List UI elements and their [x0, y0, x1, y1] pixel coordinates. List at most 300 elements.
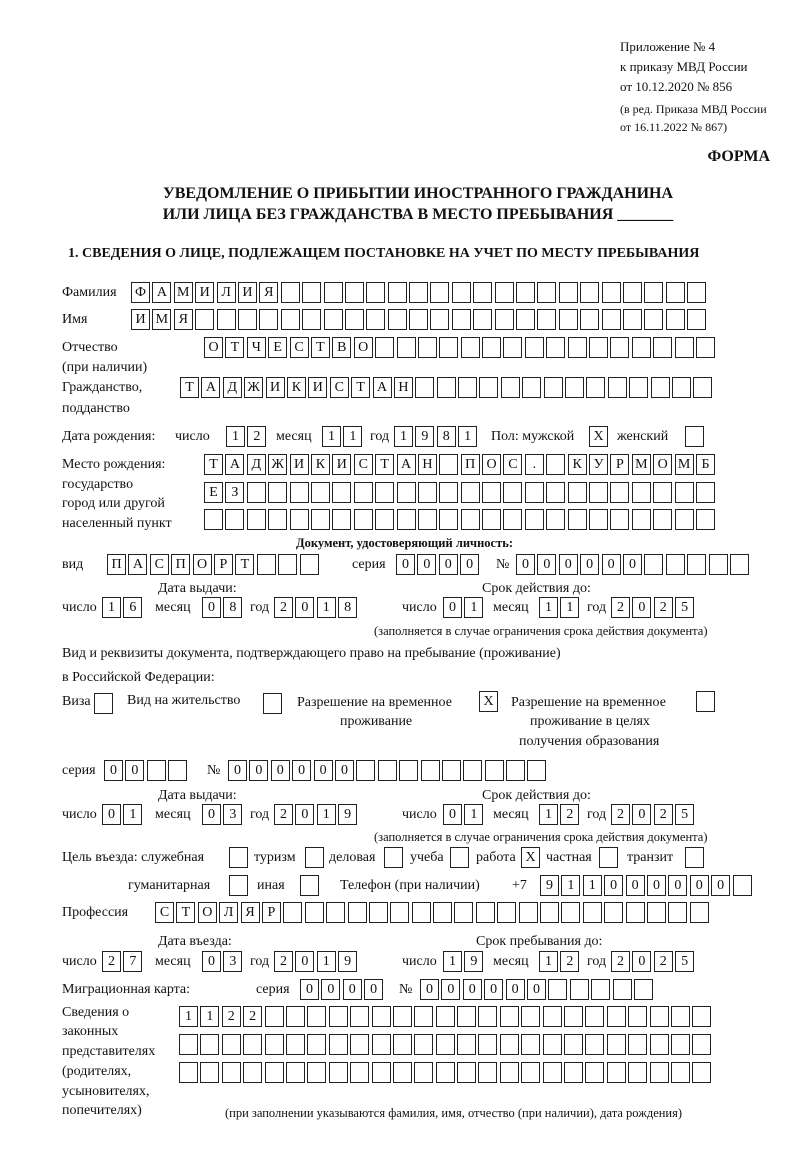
char-box[interactable]: 0	[516, 554, 535, 575]
char-box[interactable]: О	[198, 902, 217, 923]
char-box[interactable]	[418, 337, 437, 358]
doc-series-field[interactable]	[396, 554, 482, 576]
char-box[interactable]: 0	[460, 554, 479, 575]
name-field[interactable]	[131, 309, 709, 331]
char-box[interactable]: 2	[654, 597, 673, 618]
char-box[interactable]: 9	[338, 951, 357, 972]
char-box[interactable]	[437, 377, 456, 398]
char-box[interactable]	[482, 482, 501, 503]
char-box[interactable]	[305, 847, 324, 868]
char-box[interactable]: .	[525, 454, 544, 475]
char-box[interactable]: 2	[654, 804, 673, 825]
char-box[interactable]	[495, 282, 514, 303]
char-box[interactable]: 0	[417, 554, 436, 575]
char-box[interactable]: 0	[711, 875, 730, 896]
char-box[interactable]	[350, 1034, 369, 1055]
purpose-other-checkbox[interactable]	[300, 875, 321, 897]
char-box[interactable]	[414, 1006, 433, 1027]
char-box[interactable]	[476, 902, 495, 923]
char-box[interactable]: С	[155, 902, 174, 923]
char-box[interactable]	[286, 1034, 305, 1055]
char-box[interactable]	[290, 482, 309, 503]
doc-issue-day-field[interactable]	[102, 597, 145, 619]
char-box[interactable]	[372, 1006, 391, 1027]
char-box[interactable]	[696, 691, 715, 712]
char-box[interactable]: 0	[420, 979, 439, 1000]
char-box[interactable]	[500, 1034, 519, 1055]
char-box[interactable]	[300, 875, 319, 896]
char-box[interactable]	[692, 1062, 711, 1083]
char-box[interactable]	[286, 1006, 305, 1027]
char-box[interactable]	[243, 1062, 262, 1083]
char-box[interactable]	[564, 1062, 583, 1083]
char-box[interactable]	[644, 554, 663, 575]
char-box[interactable]: 0	[626, 875, 645, 896]
entry-month-field[interactable]	[202, 951, 245, 973]
char-box[interactable]	[461, 482, 480, 503]
char-box[interactable]	[613, 979, 632, 1000]
char-box[interactable]	[546, 482, 565, 503]
char-box[interactable]	[326, 902, 345, 923]
char-box[interactable]	[685, 847, 704, 868]
char-box[interactable]	[610, 482, 629, 503]
right-issue-day-field[interactable]	[102, 804, 145, 826]
char-box[interactable]	[397, 337, 416, 358]
char-box[interactable]: 1	[561, 875, 580, 896]
char-box[interactable]	[537, 309, 556, 330]
char-box[interactable]	[450, 847, 469, 868]
char-box[interactable]	[506, 760, 525, 781]
purpose-tourism-checkbox[interactable]	[305, 847, 326, 869]
char-box[interactable]	[372, 1034, 391, 1055]
char-box[interactable]: К	[287, 377, 306, 398]
char-box[interactable]	[265, 1062, 284, 1083]
char-box[interactable]	[653, 509, 672, 530]
char-box[interactable]	[366, 309, 385, 330]
char-box[interactable]	[436, 1034, 455, 1055]
char-box[interactable]: 0	[292, 760, 311, 781]
doc-number-field[interactable]	[516, 554, 751, 576]
char-box[interactable]	[415, 377, 434, 398]
char-box[interactable]	[666, 554, 685, 575]
char-box[interactable]: 0	[632, 951, 651, 972]
birth-month-field[interactable]	[322, 426, 365, 448]
char-box[interactable]	[672, 377, 691, 398]
char-box[interactable]	[690, 902, 709, 923]
doc-valid-month-field[interactable]	[539, 597, 582, 619]
char-box[interactable]	[570, 979, 589, 1000]
char-box[interactable]	[286, 1062, 305, 1083]
char-box[interactable]	[527, 760, 546, 781]
profession-field[interactable]	[155, 902, 711, 924]
char-box[interactable]	[329, 1062, 348, 1083]
char-box[interactable]: М	[632, 454, 651, 475]
char-box[interactable]	[302, 282, 321, 303]
char-box[interactable]	[168, 760, 187, 781]
char-box[interactable]	[671, 1006, 690, 1027]
char-box[interactable]	[497, 902, 516, 923]
char-box[interactable]: 0	[647, 875, 666, 896]
char-box[interactable]: 0	[321, 979, 340, 1000]
char-box[interactable]: Т	[311, 337, 330, 358]
char-box[interactable]	[372, 1062, 391, 1083]
char-box[interactable]	[482, 337, 501, 358]
char-box[interactable]: О	[193, 554, 212, 575]
char-box[interactable]	[354, 482, 373, 503]
char-box[interactable]	[559, 282, 578, 303]
char-box[interactable]	[548, 979, 567, 1000]
char-box[interactable]	[503, 509, 522, 530]
purpose-work-checkbox[interactable]	[521, 847, 542, 869]
char-box[interactable]	[632, 337, 651, 358]
char-box[interactable]	[179, 1034, 198, 1055]
char-box[interactable]: 1	[317, 804, 336, 825]
char-box[interactable]: 2	[274, 804, 293, 825]
char-box[interactable]	[500, 1062, 519, 1083]
char-box[interactable]	[473, 309, 492, 330]
char-box[interactable]	[263, 693, 282, 714]
char-box[interactable]	[585, 1006, 604, 1027]
char-box[interactable]	[546, 509, 565, 530]
char-box[interactable]: 1	[464, 597, 483, 618]
char-box[interactable]: С	[503, 454, 522, 475]
char-box[interactable]	[696, 482, 715, 503]
char-box[interactable]: 0	[249, 760, 268, 781]
char-box[interactable]: 1	[539, 804, 558, 825]
char-box[interactable]: А	[201, 377, 220, 398]
char-box[interactable]	[257, 554, 276, 575]
char-box[interactable]	[217, 309, 236, 330]
purpose-transit-checkbox[interactable]	[685, 847, 706, 869]
char-box[interactable]	[452, 282, 471, 303]
char-box[interactable]	[281, 309, 300, 330]
char-box[interactable]	[311, 509, 330, 530]
char-box[interactable]	[671, 1062, 690, 1083]
char-box[interactable]: И	[308, 377, 327, 398]
char-box[interactable]	[278, 554, 297, 575]
char-box[interactable]: 2	[274, 597, 293, 618]
char-box[interactable]: 0	[484, 979, 503, 1000]
char-box[interactable]: 0	[668, 875, 687, 896]
char-box[interactable]	[457, 1062, 476, 1083]
purpose-study-checkbox[interactable]	[450, 847, 471, 869]
char-box[interactable]: 0	[602, 554, 621, 575]
char-box[interactable]: 0	[527, 979, 546, 1000]
char-box[interactable]: Д	[247, 454, 266, 475]
char-box[interactable]: А	[373, 377, 392, 398]
trp-edu-checkbox[interactable]	[696, 691, 717, 713]
char-box[interactable]	[399, 760, 418, 781]
char-box[interactable]	[457, 1006, 476, 1027]
char-box[interactable]: 1	[123, 804, 142, 825]
char-box[interactable]	[463, 760, 482, 781]
char-box[interactable]	[610, 509, 629, 530]
char-box[interactable]	[332, 482, 351, 503]
char-box[interactable]	[461, 337, 480, 358]
char-box[interactable]: 0	[343, 979, 362, 1000]
char-box[interactable]	[516, 309, 535, 330]
char-box[interactable]: И	[332, 454, 351, 475]
char-box[interactable]	[345, 309, 364, 330]
char-box[interactable]	[478, 1034, 497, 1055]
char-box[interactable]	[222, 1062, 241, 1083]
char-box[interactable]: 0	[604, 875, 623, 896]
char-box[interactable]: 2	[560, 951, 579, 972]
purpose-business-checkbox[interactable]	[384, 847, 405, 869]
char-box[interactable]	[495, 309, 514, 330]
sex-female-checkbox[interactable]	[685, 426, 706, 448]
char-box[interactable]: Т	[204, 454, 223, 475]
right-issue-year-field[interactable]	[274, 804, 360, 826]
char-box[interactable]: 2	[274, 951, 293, 972]
char-box[interactable]: 1	[458, 426, 477, 447]
right-issue-month-field[interactable]	[202, 804, 245, 826]
char-box[interactable]	[521, 1062, 540, 1083]
char-box[interactable]	[436, 1062, 455, 1083]
char-box[interactable]	[281, 282, 300, 303]
char-box[interactable]: З	[225, 482, 244, 503]
birth-place-row-1[interactable]	[204, 454, 717, 476]
char-box[interactable]	[543, 1006, 562, 1027]
char-box[interactable]: 0	[443, 597, 462, 618]
char-box[interactable]: Ж	[244, 377, 263, 398]
char-box[interactable]: Я	[241, 902, 260, 923]
char-box[interactable]: А	[152, 282, 171, 303]
right-valid-day-field[interactable]	[443, 804, 486, 826]
char-box[interactable]	[644, 282, 663, 303]
char-box[interactable]	[204, 509, 223, 530]
char-box[interactable]	[473, 282, 492, 303]
char-box[interactable]	[393, 1034, 412, 1055]
residence-checkbox[interactable]	[263, 693, 284, 715]
char-box[interactable]	[589, 337, 608, 358]
char-box[interactable]	[375, 337, 394, 358]
char-box[interactable]	[607, 1062, 626, 1083]
phone-field[interactable]	[540, 875, 754, 897]
char-box[interactable]	[300, 554, 319, 575]
char-box[interactable]: С	[330, 377, 349, 398]
char-box[interactable]: 3	[223, 951, 242, 972]
char-box[interactable]	[525, 482, 544, 503]
char-box[interactable]	[147, 760, 166, 781]
char-box[interactable]	[675, 482, 694, 503]
char-box[interactable]: 2	[611, 804, 630, 825]
char-box[interactable]: 1	[539, 597, 558, 618]
char-box[interactable]	[268, 482, 287, 503]
char-box[interactable]	[439, 454, 458, 475]
char-box[interactable]: К	[311, 454, 330, 475]
char-box[interactable]: Ж	[268, 454, 287, 475]
char-box[interactable]	[302, 309, 321, 330]
char-box[interactable]	[384, 847, 403, 868]
char-box[interactable]: Я	[174, 309, 193, 330]
char-box[interactable]	[418, 509, 437, 530]
char-box[interactable]: 0	[537, 554, 556, 575]
char-box[interactable]	[564, 1006, 583, 1027]
char-box[interactable]	[397, 482, 416, 503]
right-valid-month-field[interactable]	[539, 804, 582, 826]
char-box[interactable]	[733, 875, 752, 896]
char-box[interactable]: 1	[539, 951, 558, 972]
char-box[interactable]	[430, 282, 449, 303]
char-box[interactable]: С	[354, 454, 373, 475]
char-box[interactable]	[229, 875, 248, 896]
char-box[interactable]	[585, 1034, 604, 1055]
char-box[interactable]: 9	[415, 426, 434, 447]
char-box[interactable]	[307, 1062, 326, 1083]
char-box[interactable]: 2	[611, 597, 630, 618]
char-box[interactable]	[179, 1062, 198, 1083]
char-box[interactable]	[290, 509, 309, 530]
char-box[interactable]: Т	[235, 554, 254, 575]
char-box[interactable]	[478, 1006, 497, 1027]
char-box[interactable]	[599, 847, 618, 868]
char-box[interactable]	[369, 902, 388, 923]
char-box[interactable]: Ф	[131, 282, 150, 303]
char-box[interactable]	[390, 902, 409, 923]
char-box[interactable]: 3	[223, 804, 242, 825]
char-box[interactable]: 1	[443, 951, 462, 972]
char-box[interactable]	[222, 1034, 241, 1055]
char-box[interactable]	[238, 309, 257, 330]
char-box[interactable]: 0	[295, 951, 314, 972]
char-box[interactable]: 0	[690, 875, 709, 896]
char-box[interactable]: Р	[214, 554, 233, 575]
char-box[interactable]: М	[152, 309, 171, 330]
char-box[interactable]	[375, 509, 394, 530]
patronymic-field[interactable]	[204, 337, 717, 359]
birth-place-row-2[interactable]	[204, 482, 717, 504]
char-box[interactable]	[356, 760, 375, 781]
char-box[interactable]	[307, 1006, 326, 1027]
char-box[interactable]	[324, 282, 343, 303]
char-box[interactable]	[388, 309, 407, 330]
char-box[interactable]	[265, 1034, 284, 1055]
char-box[interactable]: 0	[632, 804, 651, 825]
char-box[interactable]: Р	[610, 454, 629, 475]
char-box[interactable]: 0	[443, 804, 462, 825]
char-box[interactable]: X	[521, 847, 540, 868]
char-box[interactable]	[692, 1034, 711, 1055]
right-number-field[interactable]	[228, 760, 549, 782]
char-box[interactable]: Т	[225, 337, 244, 358]
char-box[interactable]	[329, 1006, 348, 1027]
char-box[interactable]	[200, 1034, 219, 1055]
char-box[interactable]: С	[150, 554, 169, 575]
char-box[interactable]	[585, 1062, 604, 1083]
char-box[interactable]: 1	[102, 597, 121, 618]
char-box[interactable]: И	[290, 454, 309, 475]
char-box[interactable]: 0	[463, 979, 482, 1000]
char-box[interactable]	[94, 693, 113, 714]
char-box[interactable]	[454, 902, 473, 923]
entry-day-field[interactable]	[102, 951, 145, 973]
char-box[interactable]	[332, 509, 351, 530]
char-box[interactable]: 7	[123, 951, 142, 972]
char-box[interactable]	[608, 377, 627, 398]
reps-row-1[interactable]	[179, 1006, 714, 1028]
char-box[interactable]	[580, 309, 599, 330]
char-box[interactable]	[568, 337, 587, 358]
char-box[interactable]	[479, 377, 498, 398]
char-box[interactable]: М	[675, 454, 694, 475]
stay-month-field[interactable]	[539, 951, 582, 973]
char-box[interactable]: 0	[314, 760, 333, 781]
char-box[interactable]	[409, 282, 428, 303]
reps-row-2[interactable]	[179, 1034, 714, 1056]
stay-day-field[interactable]	[443, 951, 486, 973]
char-box[interactable]	[730, 554, 749, 575]
char-box[interactable]	[602, 309, 621, 330]
char-box[interactable]: А	[225, 454, 244, 475]
char-box[interactable]	[692, 1006, 711, 1027]
purpose-humanitarian-checkbox[interactable]	[229, 875, 250, 897]
char-box[interactable]	[452, 309, 471, 330]
char-box[interactable]: 0	[295, 804, 314, 825]
char-box[interactable]: Л	[219, 902, 238, 923]
char-box[interactable]: К	[568, 454, 587, 475]
char-box[interactable]: 0	[580, 554, 599, 575]
char-box[interactable]	[311, 482, 330, 503]
char-box[interactable]	[265, 1006, 284, 1027]
char-box[interactable]: И	[238, 282, 257, 303]
char-box[interactable]	[200, 1062, 219, 1083]
char-box[interactable]: 0	[300, 979, 319, 1000]
char-box[interactable]: Р	[262, 902, 281, 923]
char-box[interactable]: И	[195, 282, 214, 303]
char-box[interactable]: 0	[228, 760, 247, 781]
char-box[interactable]	[354, 509, 373, 530]
char-box[interactable]: А	[397, 454, 416, 475]
char-box[interactable]	[485, 760, 504, 781]
char-box[interactable]	[543, 1062, 562, 1083]
char-box[interactable]	[546, 337, 565, 358]
char-box[interactable]	[457, 1034, 476, 1055]
char-box[interactable]	[500, 1006, 519, 1027]
char-box[interactable]: У	[589, 454, 608, 475]
char-box[interactable]	[305, 902, 324, 923]
char-box[interactable]	[591, 979, 610, 1000]
char-box[interactable]	[421, 760, 440, 781]
char-box[interactable]: 5	[675, 804, 694, 825]
char-box[interactable]	[247, 509, 266, 530]
doc-valid-day-field[interactable]	[443, 597, 486, 619]
char-box[interactable]	[564, 1034, 583, 1055]
char-box[interactable]	[632, 509, 651, 530]
char-box[interactable]: 1	[179, 1006, 198, 1027]
char-box[interactable]: 2	[611, 951, 630, 972]
char-box[interactable]: О	[482, 454, 501, 475]
char-box[interactable]	[543, 1034, 562, 1055]
char-box[interactable]	[589, 482, 608, 503]
char-box[interactable]	[693, 377, 712, 398]
char-box[interactable]	[195, 309, 214, 330]
char-box[interactable]: 0	[506, 979, 525, 1000]
char-box[interactable]: 0	[396, 554, 415, 575]
birth-day-field[interactable]	[226, 426, 269, 448]
char-box[interactable]: 9	[338, 804, 357, 825]
reps-row-3[interactable]	[179, 1062, 714, 1084]
char-box[interactable]	[546, 454, 565, 475]
char-box[interactable]: 0	[202, 804, 221, 825]
char-box[interactable]	[350, 1006, 369, 1027]
char-box[interactable]: 0	[202, 597, 221, 618]
char-box[interactable]	[580, 282, 599, 303]
char-box[interactable]: П	[461, 454, 480, 475]
char-box[interactable]: Т	[375, 454, 394, 475]
char-box[interactable]	[696, 509, 715, 530]
char-box[interactable]: 0	[559, 554, 578, 575]
